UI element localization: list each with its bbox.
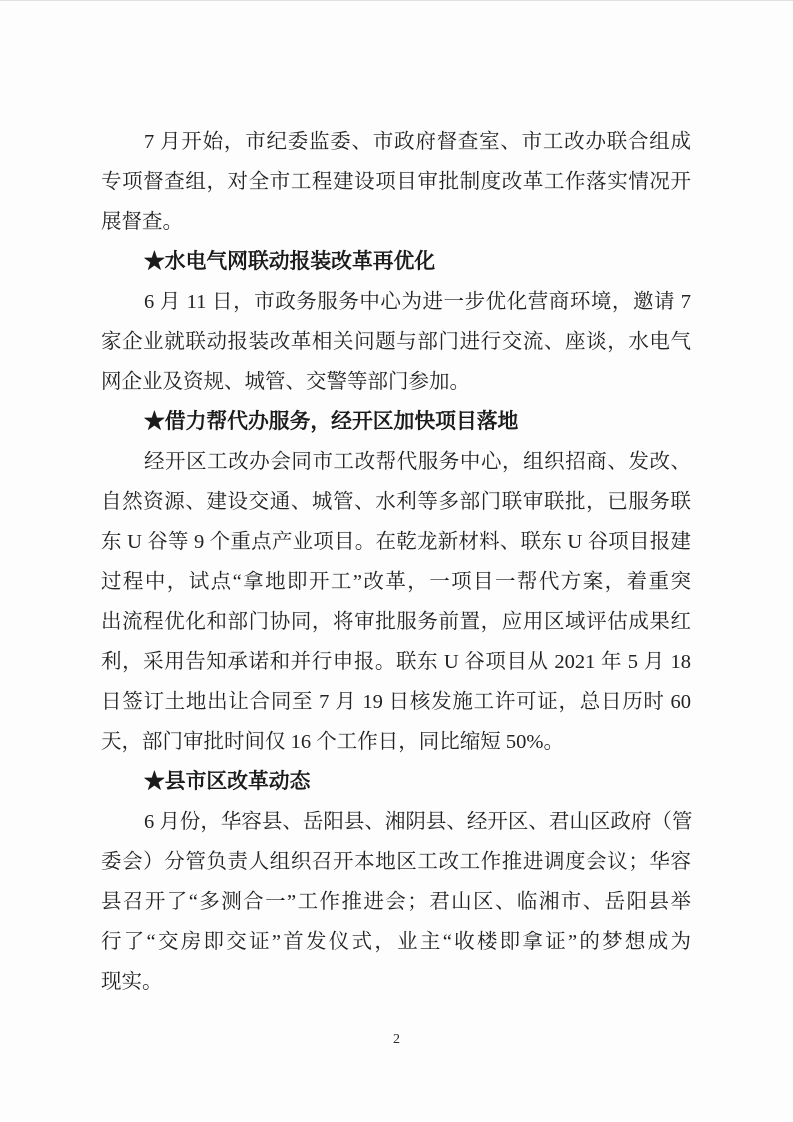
text-line: 6 月份，华容县、岳阳县、湘阴县、经开区、君山区政府（管 xyxy=(144,811,693,833)
text-line: 利，采用告知承诺和并行申报。联东 U 谷项目从 2021 年 5 月 18 xyxy=(101,651,691,673)
text-line: 行了“交房即交证”首发仪式，业主“收楼即拿证”的梦想成为 xyxy=(101,931,691,953)
text-line: 过程中，试点“拿地即开工”改革，一项目一帮代方案，着重突 xyxy=(101,571,691,593)
section-heading-utility-reform: ★水电气网联动报装改革再优化 xyxy=(144,250,436,273)
text-line: 7 月开始，市纪委监委、市政府督查室、市工改办联合组成 xyxy=(144,131,691,153)
text-line: 出流程优化和部门协同，将审批服务前置，应用区域评估成果红 xyxy=(101,611,691,633)
text-line: 东 U 谷等 9 个重点产业项目。在乾龙新材料、联东 U 谷项目报建 xyxy=(101,531,691,553)
text-line: 天，部门审批时间仅 16 个工作日，同比缩短 50%。 xyxy=(101,731,564,753)
text-line: 日签订土地出让合同至 7 月 19 日核发施工许可证，总日历时 60 xyxy=(101,691,691,713)
text-line: 现实。 xyxy=(101,971,163,993)
paragraph-agency-service xyxy=(101,442,691,762)
paragraph-county-news xyxy=(101,802,691,1002)
text-line: 县召开了“多测合一”工作推进会；君山区、临湘市、岳阳县举 xyxy=(101,891,691,913)
text-line: 网企业及资规、城管、交警等部门参加。 xyxy=(101,371,470,393)
paragraph-supervision xyxy=(101,122,691,242)
section-heading-agency-service: ★借力帮代办服务，经开区加快项目落地 xyxy=(144,410,519,433)
text-line: 6 月 11 日，市政务服务中心为进一步优化营商环境，邀请 7 xyxy=(144,291,691,313)
page-number: 2 xyxy=(393,1032,400,1047)
text-line: 委会）分管负责人组织召开本地区工改工作推进调度会议；华容 xyxy=(101,851,691,873)
paragraph-utility-reform xyxy=(101,282,691,402)
text-line: 自然资源、建设交通、城管、水利等多部门联审联批，已服务联 xyxy=(101,491,691,513)
text-line: 经开区工改办会同市工改帮代服务中心，组织招商、发改、 xyxy=(144,451,691,473)
document-body xyxy=(101,122,691,1002)
scan-edge-line xyxy=(0,0,793,1)
text-line: 专项督查组，对全市工程建设项目审批制度改革工作落实情况开 xyxy=(101,171,691,193)
text-line: 展督查。 xyxy=(101,211,183,233)
text-line: 家企业就联动报装改革相关问题与部门进行交流、座谈，水电气 xyxy=(101,331,691,353)
section-heading-county-news: ★县市区改革动态 xyxy=(144,770,311,793)
